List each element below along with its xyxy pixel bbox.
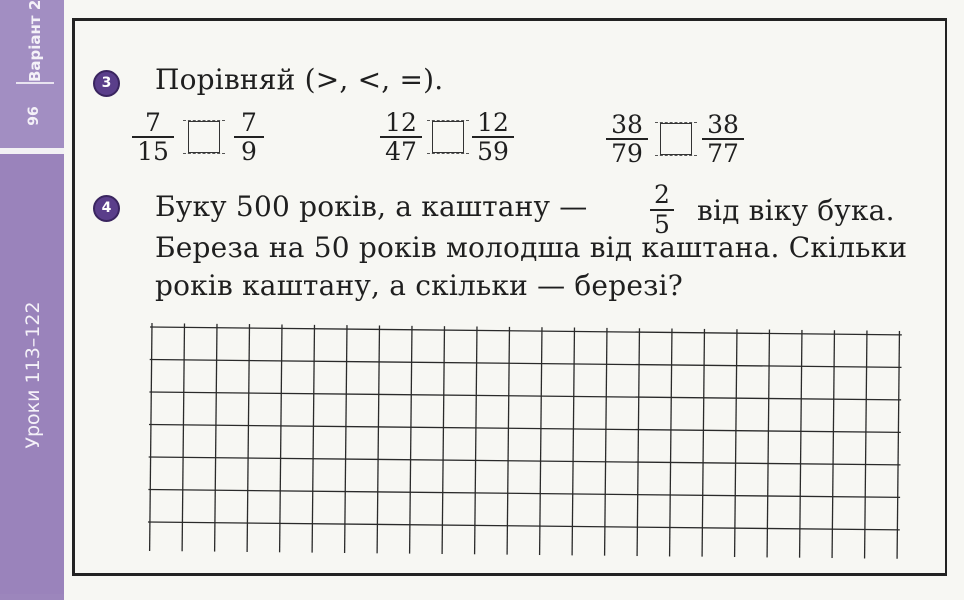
- task-4-line-1-start: Буку 500 років, а каштану —: [155, 190, 588, 223]
- task-4-line-3: років каштану, а скільки — березі?: [155, 269, 683, 302]
- grid-vertical-line: [865, 331, 867, 559]
- grid-vertical-line: [247, 324, 249, 552]
- answer-grid[interactable]: [148, 323, 902, 559]
- grid-vertical-line: [410, 326, 412, 554]
- grid-horizontal-line: [150, 359, 902, 367]
- grid-horizontal-line: [148, 489, 900, 497]
- numerator: 2: [650, 181, 674, 211]
- grid-vertical-line: [150, 323, 152, 551]
- grid-vertical-line: [442, 326, 444, 554]
- grid-vertical-line: [540, 327, 542, 555]
- compare-box-2[interactable]: [432, 121, 464, 153]
- page-number: 96: [26, 106, 42, 126]
- grid-vertical-line: [735, 329, 737, 557]
- grid-horizontal-line: [149, 457, 901, 465]
- variant-label: Варіант 2: [26, 0, 44, 82]
- fraction-right-2: [472, 109, 514, 165]
- grid-vertical-line: [215, 324, 217, 552]
- grid-vertical-line: [345, 325, 347, 553]
- grid-vertical-line: [637, 328, 639, 556]
- denominator: 47: [385, 137, 417, 166]
- grid-vertical-line: [280, 324, 282, 552]
- grid-vertical-line: [767, 329, 769, 557]
- numerator: 38: [702, 111, 744, 140]
- grid-vertical-line: [832, 330, 834, 558]
- numerator: 7: [132, 109, 174, 138]
- grid-vertical-line: [572, 327, 574, 555]
- denominator: 15: [137, 137, 169, 166]
- grid-vertical-line: [605, 328, 607, 556]
- numerator: 12: [380, 109, 422, 138]
- numerator: 38: [606, 111, 648, 140]
- sidebar-divider: [16, 82, 54, 84]
- fraction-right-3: [702, 111, 744, 167]
- grid-vertical-line: [182, 323, 184, 551]
- grid-vertical-line: [897, 331, 899, 559]
- task-3-instruction: Порівняй (>, <, =).: [155, 63, 444, 96]
- sidebar: [0, 0, 64, 600]
- grid-vertical-line: [670, 328, 672, 556]
- grid-vertical-line: [507, 327, 509, 555]
- fraction-left-1: [132, 109, 174, 165]
- denominator: 9: [241, 137, 257, 166]
- lessons-label: Уроки 113–122: [22, 301, 44, 449]
- denominator: 5: [654, 210, 670, 239]
- grid-vertical-line: [800, 330, 802, 558]
- task-4-line-1-end: від віку бука.: [697, 194, 895, 227]
- grid-vertical-line: [702, 329, 704, 557]
- task-3-badge: 3: [93, 70, 120, 97]
- grid-vertical-line: [377, 325, 379, 553]
- fraction-left-3: [606, 111, 648, 167]
- compare-box-3[interactable]: [660, 123, 692, 155]
- task-4-line-2: Береза на 50 років молодша від каштана. Скільки: [155, 231, 908, 264]
- compare-box-1[interactable]: [188, 121, 220, 153]
- fraction-left-2: [380, 109, 422, 165]
- task-4-badge: 4: [93, 195, 120, 222]
- grid-horizontal-line: [149, 424, 901, 432]
- grid-horizontal-line: [148, 522, 900, 530]
- denominator: 77: [707, 139, 739, 168]
- denominator: 79: [611, 139, 643, 168]
- grid-horizontal-line: [149, 392, 901, 400]
- fraction-right-1: [234, 109, 264, 165]
- grid-vertical-line: [475, 326, 477, 554]
- denominator: 59: [477, 137, 509, 166]
- numerator: 12: [472, 109, 514, 138]
- grid-vertical-line: [312, 325, 314, 553]
- numerator: 7: [234, 109, 264, 138]
